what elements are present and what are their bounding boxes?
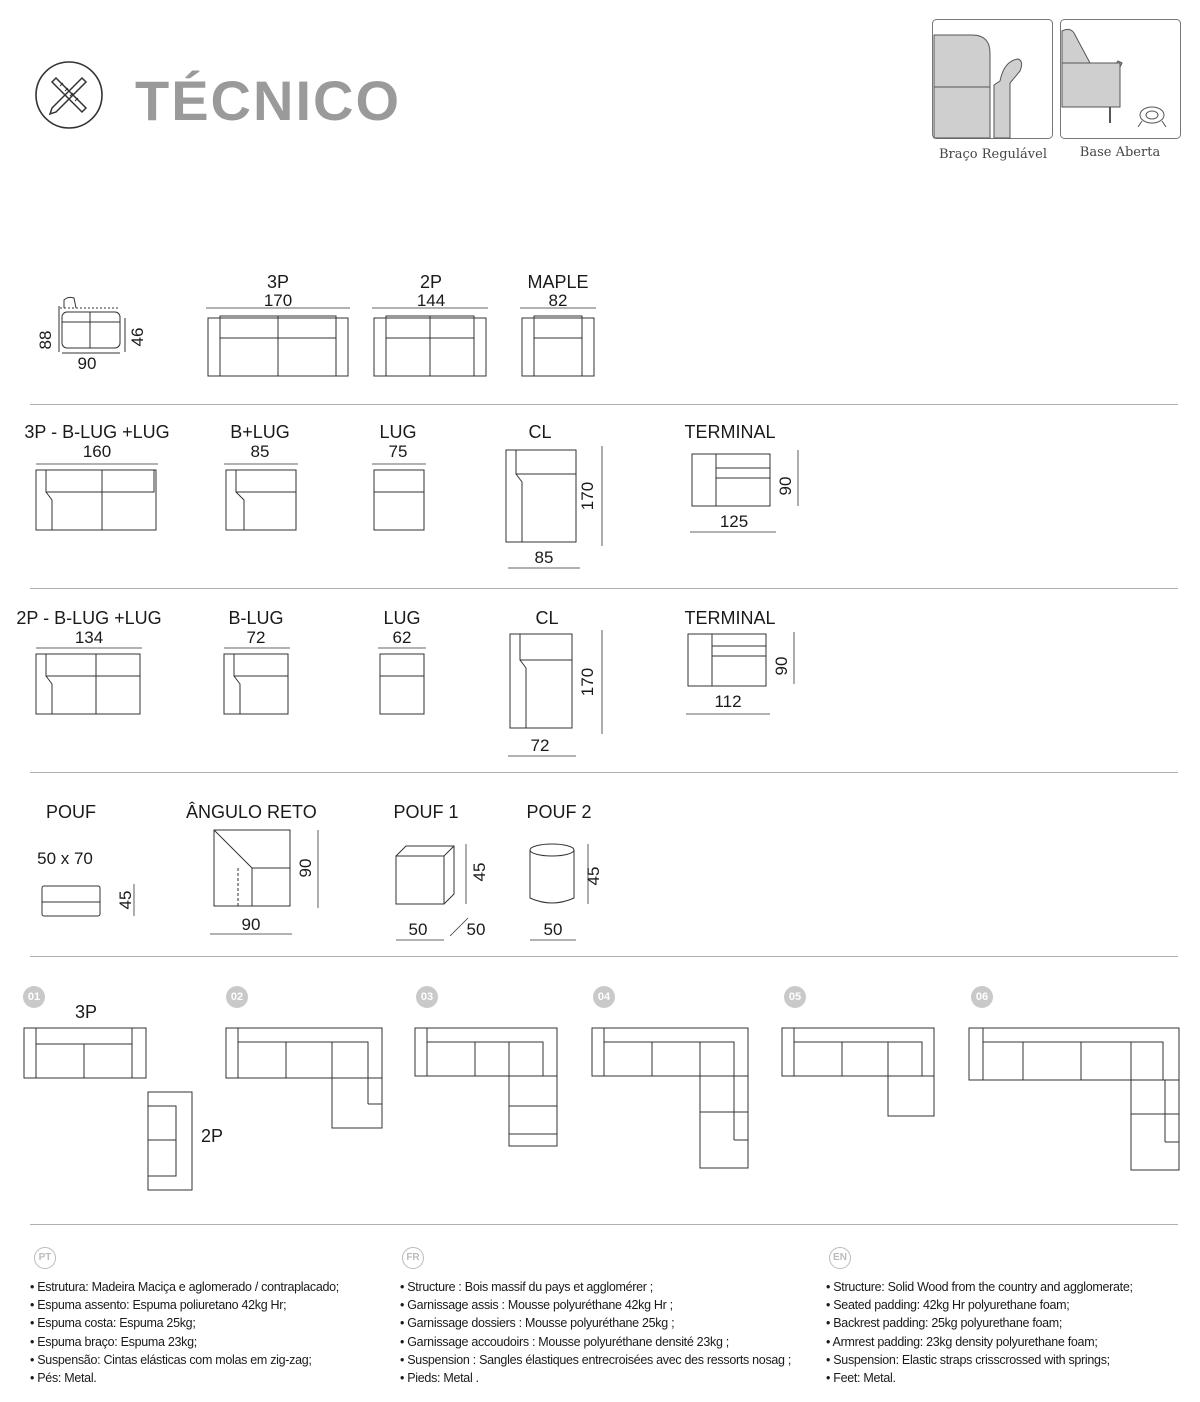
specs-en-list — [826, 1278, 1196, 1387]
feature-label-adjustable-arm: Braço Regulável — [938, 147, 1048, 162]
row2-item3-width: 75 — [388, 442, 408, 461]
row2-item3-label: LUG — [379, 422, 417, 442]
module-3p-width: 170 — [263, 291, 293, 310]
feature-label-open-base: Base Aberta — [1079, 145, 1161, 160]
row2-item2-drawing — [222, 460, 300, 534]
layout-number-06: 06 — [971, 986, 993, 1008]
layout-label-3p: 3P — [74, 1002, 98, 1022]
specs-fr-list — [400, 1278, 820, 1387]
row3-item4-width: 72 — [530, 736, 550, 755]
row3-item3-width: 62 — [392, 628, 412, 647]
row2-item5-width: 125 — [719, 512, 749, 531]
row3-item5-depth: 90 — [772, 656, 791, 676]
row3-item5-label: TERMINAL — [684, 608, 776, 628]
module-maple-width: 82 — [548, 291, 568, 310]
spec-line: • Suspension: Elastic straps crisscrossed with springs; — [826, 1352, 1110, 1367]
layout-04-drawing — [590, 1026, 752, 1172]
row3-item3-label: LUG — [383, 608, 421, 628]
row3-item1-width: 134 — [74, 628, 104, 647]
technical-pencil-ruler-icon — [34, 60, 104, 130]
row3-item3-drawing — [376, 646, 428, 718]
divider-3 — [30, 772, 1178, 773]
angle-label: ÂNGULO RETO — [186, 802, 317, 822]
spec-line: • Seated padding: 42kg Hr polyurethane foam; — [826, 1298, 1070, 1313]
spec-line: • Estrutura: Madeira Maciça e aglomerado / contraplacado; — [30, 1280, 339, 1294]
spec-line: • Garnissage accoudoirs : Mousse polyuréthane densité 23kg ; — [400, 1334, 729, 1349]
row2-item5-depth: 90 — [776, 476, 795, 496]
spec-line: • Pieds: Metal . — [400, 1371, 479, 1386]
pouf-label: POUF — [45, 802, 96, 822]
row3-item1-drawing — [34, 646, 144, 718]
pouf2-label: POUF 2 — [526, 802, 592, 822]
divider-2 — [30, 588, 1178, 589]
pouf1-width: 50 — [408, 920, 428, 939]
angle-width: 90 — [241, 915, 261, 934]
row2-item1-label: 3P - B-LUG +LUG — [24, 422, 170, 442]
side-total-height-value: 88 — [36, 330, 55, 350]
lang-badge-fr: FR — [402, 1247, 424, 1269]
spec-line: • Suspensão: Cintas elásticas com molas em zig-zag; — [30, 1352, 312, 1367]
side-width-value: 90 — [77, 354, 97, 373]
adjustable-arm-icon — [932, 19, 1054, 140]
lang-badge-pt: PT — [34, 1247, 56, 1269]
layout-05-drawing — [780, 1026, 940, 1120]
pouf-height: 45 — [116, 890, 135, 910]
spec-line: • Armrest padding: 23kg density polyurethane foam; — [826, 1334, 1098, 1349]
side-seat-height-value: 46 — [128, 327, 147, 347]
row2-item2-label: B+LUG — [230, 422, 290, 442]
row2-item2-width: 85 — [250, 442, 270, 461]
row3-item4-depth: 170 — [578, 667, 597, 697]
row3-item5-width: 112 — [714, 692, 742, 711]
row2-item5-label: TERMINAL — [684, 422, 776, 442]
row3-item2-width: 72 — [246, 628, 266, 647]
open-base-icon — [1060, 19, 1182, 140]
spec-line: • Feet: Metal. — [826, 1371, 896, 1386]
layout-03-drawing — [413, 1026, 561, 1150]
row2-item4-label: CL — [528, 422, 552, 442]
spec-line: • Garnissage assis : Mousse polyuréthane 42kg Hr ; — [400, 1298, 673, 1313]
module-2p-label: 2P — [419, 272, 443, 292]
row3-item2-label: B-LUG — [228, 608, 284, 628]
module-3p-drawing — [204, 306, 352, 378]
spec-line: • Espuma costa: Espuma 25kg; — [30, 1316, 196, 1331]
pouf1-label: POUF 1 — [393, 802, 459, 822]
layout-number-04: 04 — [593, 986, 615, 1008]
spec-line: • Pés: Metal. — [30, 1371, 97, 1386]
divider-1 — [30, 404, 1178, 405]
layout-02-drawing — [224, 1026, 386, 1132]
module-maple-label: MAPLE — [527, 272, 589, 292]
row2-item4-width: 85 — [534, 548, 554, 567]
pouf-size: 50 x 70 — [37, 849, 93, 868]
spec-line: • Suspension : Sangles élastiques entrecroisées avec des ressorts nosag ; — [400, 1352, 792, 1367]
layout-06-drawing — [967, 1026, 1183, 1174]
row3-item2-drawing — [222, 646, 292, 718]
spec-line: • Backrest padding: 25kg polyurethane foam; — [826, 1316, 1063, 1331]
module-3p-label: 3P — [266, 272, 290, 292]
row2-item1-width: 160 — [82, 442, 112, 461]
row2-item4-depth: 170 — [578, 481, 597, 511]
side-profile-drawing — [60, 296, 130, 356]
row2-item1-drawing — [34, 460, 160, 534]
angle-depth: 90 — [296, 858, 315, 878]
pouf2-width: 50 — [543, 920, 563, 939]
spec-line: • Espuma assento: Espuma poliuretano 42kg Hr; — [30, 1298, 287, 1313]
layout-number-01: 01 — [23, 986, 45, 1008]
divider-4 — [30, 956, 1178, 957]
layout-label-2p: 2P — [200, 1126, 224, 1146]
specs-pt-list — [30, 1278, 410, 1387]
module-maple-drawing — [518, 306, 598, 378]
spec-line: • Structure: Solid Wood from the country and agglomerate; — [826, 1280, 1133, 1294]
spec-line: • Espuma braço: Espuma 23kg; — [30, 1334, 197, 1349]
module-2p-width: 144 — [416, 291, 446, 310]
pouf1-height: 45 — [470, 862, 489, 882]
side-height-dimension — [56, 306, 62, 352]
pouf1-depth: 50 — [466, 920, 486, 939]
spec-line: • Garnissage dossiers : Mousse polyuréthane 25kg ; — [400, 1316, 675, 1331]
row3-item4-label: CL — [535, 608, 559, 628]
layout-01-drawing — [22, 1026, 202, 1194]
lang-badge-en: EN — [829, 1247, 851, 1269]
layout-number-05: 05 — [784, 986, 806, 1008]
layout-number-03: 03 — [416, 986, 438, 1008]
spec-line: • Structure : Bois massif du pays et agglomérer ; — [400, 1280, 653, 1294]
module-2p-drawing — [370, 306, 490, 378]
page-title: TÉCNICO — [135, 69, 401, 132]
divider-5 — [30, 1224, 1178, 1225]
row2-item3-drawing — [370, 460, 428, 534]
layout-number-02: 02 — [226, 986, 248, 1008]
pouf2-height: 45 — [584, 866, 603, 886]
row3-item1-label: 2P - B-LUG +LUG — [16, 608, 162, 628]
